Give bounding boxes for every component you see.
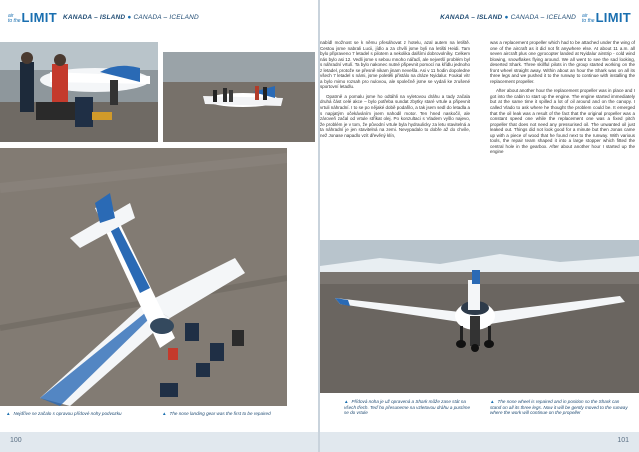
caption-triangle-icon: ▲ [344,399,349,404]
logo-big: LIMIT [595,9,631,25]
caption-triangle-icon: ▲ [162,411,167,416]
route-en: CANADA – ICELAND [510,13,577,21]
route-en: CANADA – ICELAND [133,13,199,21]
left-page [0,0,318,452]
route-cz: KANADA – ISLAND [440,13,503,21]
route-title: KANADA – ISLAND ● CANADA – ICELAND [62,13,199,21]
left-footer [0,432,318,452]
article-text-en [490,40,635,159]
caption-triangle-icon: ▲ [6,411,11,416]
right-footer [320,432,639,452]
paragraph-cz-2: Opatrně a pomalu jsme ho odtáhli na vyletovou dráhu a tady začala druhá část celé akce – bylo potřeba sundat zbytky staré vrtule a připevnit vrtuli náhradní. I to se po nějaké době podařilo, a tak jsem sedl do letadla a s napjatým očekáváním jsem nahodil motor. Ten hned naskočil, ale zároveň začal od vrtule stříkat olej. Po konzultaci s Vladem vyšlo najevo, že problém je v tom, že původní vrtule byla hydraulicky za letu stavitelná a ta náhradní je jen stavitelná na zemi. Nevypadalo to dobře až do chvíle, než Jonase napadlo vzít dřevěný klín, [320,93,470,138]
logo-small-2: to the [8,17,21,24]
right-caption-en: ▲ The nose wheel is repaired and in position so the Shark can stand on all its three legs. Now it will be gently moved to the runway where the work will continue on the propeller [490,399,628,415]
left-caption-cz: ▲ Nejdříve se začalo s opravou přídové nohy podvozku [6,411,122,416]
magazine-logo [582,11,631,24]
route-cz: KANADA – ISLAND [62,13,126,21]
caption-triangle-icon: ▲ [490,399,495,404]
paragraph-en-1: was a replacement propeller which had to be attached under the wing of one of the aircraft as it did not fit anywhere else. At about 11 a.m. all seven aircraft plus one gyrocopter landed at Nyidalur airstrip - cold wind blowing, snowflakes flying around. We all went to see the sad looking, deserted Shark. Three skillful pilots in the group started working on the front wheel straight away. Within about an hour the Shark was on all its three legs and we pushed it to the runway to continue with installing the replacement propeller. [490,40,635,84]
paragraph-en-2: After about another hour the replacement propeller was in place and I got into the cabin to start up the engine. The engine started immediately but at the same time it spilled a lot of oil around and on the canopy. I called Vlado to ask where he thought the problem could be. It emerged that the oil leak was a result of the fact that the original propeller was a constant speed one while the replacement one was a fixed pitch propeller that does not need any pressurised oil. The unwanted oil just leaked out. Things did not look good for a minute but then Jonas came up with a piece of wood that he found next to the runway. With various tools, the repair team shaped it into a large stopper which fitted the central hole in the gearbox. After about another hour I started up the engine [490,88,635,155]
paragraph-cz-1: nabídl možnost se k němu přesáhovat z hotelu, azal autem na letiště. Cestou jsme nabrali Lucii, jídlo a za chvíli jsme byli na letišti Heidi. Tam bylo připraveno 7 letadel s pilotem a nekolika dalšími dobrovolníky. Celkem nás bylo asi 12. Vedli jsme s sebou mnoho nářadí, ale nejvetší problém byl s náhradní vrtulí. Ta bylo nakonec nutné připevnit pomocí na křídlu jednoho z letadel, protože se přesně nikam jinam nevešla. Asi v 11 hodin dopoledne všech 7 letadel s námi, jsme poletěli přistálo na dráze Nyidalur. Foukal vítr a bylo mimo rozsah pro nulovou, ale společně jsme se vydali ke zrušené sportovní letadlu. [320,40,470,90]
logo-big: LIMIT [21,9,57,25]
left-header [8,6,205,28]
right-header [434,6,631,28]
right-page [320,0,639,452]
logo-small-1: air [8,12,14,19]
photo-plane-distance [163,52,315,142]
logo-small-1: air [582,12,588,19]
left-caption-en: ▲ The nose landing gear was the first to be repaired [162,411,271,416]
route-title: KANADA – ISLAND ● CANADA – ICELAND [440,13,577,21]
right-caption-cz: ▲ Přídová noha je už opravená a Shark může zase stát na všech třech. Teď ho přesuneme na vzletovou dráhu a pustíme se do vrtule [344,399,471,415]
logo-small-2: to the [582,17,595,24]
photo-plane-aerial [0,148,287,406]
photo-repair-crew [0,42,158,142]
page-number: 101 [617,437,629,444]
photo-plane-ground [320,240,639,393]
article-text-cz [320,40,470,142]
magazine-logo [8,11,57,24]
page-number: 100 [10,437,22,444]
